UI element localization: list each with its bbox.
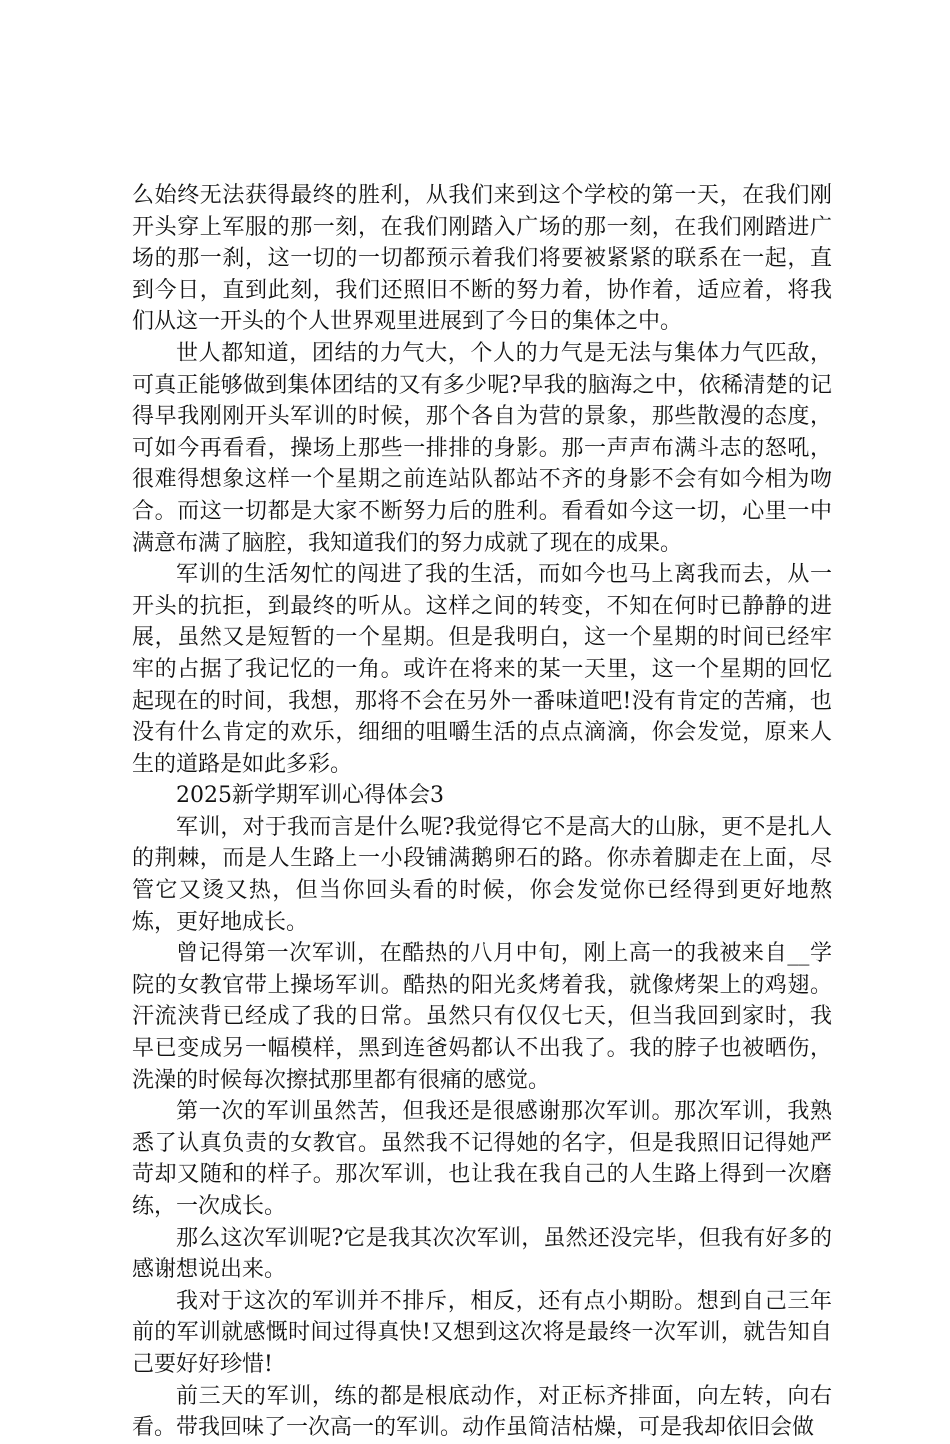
section-heading: 2025新学期军训心得体会3 xyxy=(176,783,444,809)
paragraph-2: 世人都知道，团结的力气大，个人的力气是无法与集体力气匹敌，可真正能够做到集体团结的又有多少呢?早我的脑海之中，依稀清楚的记得早我刚刚开头军训的时候，那个各自为营的景象，那些散漫的态度，可如今再看看，操场上那些一排排的身影。那一声声布满斗志的怒吼，很难得想象这样一个星期之前连站队都站不齐的身影不会有如今相为吻合。而这一切都是大家不断努力后的胜利。看看如今这一切，心里一中满意布满了脑腔，我知道我们的努力成就了现在的成果。 xyxy=(132,340,832,556)
document-body xyxy=(132,180,832,1444)
paragraph-8: 我对于这次的军训并不排斥，相反，还有点小期盼。想到自己三年前的军训就感慨时间过得真快!又想到这次将是最终一次军训，就告知自己要好好珍惜! xyxy=(132,1288,832,1377)
paragraph-5: 曾记得第一次军训，在酷热的八月中旬，刚上高一的我被来自__学院的女教官带上操场军训。酷热的阳光炙烤着我，就像烤架上的鸡翅。汗流浃背已经成了我的日常。虽然只有仅仅七天，但当我回到家时，我早已变成另一幅模样，黑到连爸妈都认不出我了。我的脖子也被晒伤，洗澡的时候每次擦拭那里都有很痛的感觉。 xyxy=(132,941,832,1093)
paragraph-7: 那么这次军训呢?它是我其次次军训，虽然还没完毕，但我有好多的感谢想说出来。 xyxy=(132,1225,832,1283)
paragraph-3: 军训的生活匆忙的闯进了我的生活，而如今也马上离我而去，从一开头的抗拒，到最终的听从。这样之间的转变，不知在何时已静静的进展，虽然又是短暂的一个星期。但是我明白，这一个星期的时间已经牢牢的占据了我记忆的一角。或许在将来的某一天里，这一个星期的回忆起现在的时间，我想，那将不会在另外一番味道吧!没有肯定的苦痛，也没有什么肯定的欢乐，细细的咀嚼生活的点点滴滴，你会发觉，原来人生的道路是如此多彩。 xyxy=(132,562,832,777)
paragraph-1: 么始终无法获得最终的胜利，从我们来到这个学校的第一天，在我们刚开头穿上军服的那一刻，在我们刚踏入广场的那一刻，在我们刚踏进广场的那一刹，这一切的一切都预示着我们将要被紧紧的联系在一起，直到今日，直到此刻，我们还照旧不断的努力着，协作着，适应着，将我们从这一开头的个人世界观里进展到了今日的集体之中。 xyxy=(132,183,832,335)
paragraph-9: 前三天的军训，练的都是根底动作，对正标齐排面，向左转，向右看。带我回味了一次高一的军训。动作虽简洁枯燥，可是我却依旧会做 xyxy=(132,1383,832,1441)
paragraph-6: 第一次的军训虽然苦，但我还是很感谢那次军训。那次军训，我熟悉了认真负责的女教官。虽然我不记得她的名字，但是我照旧记得她严苛却又随和的样子。那次军训，也让我在我自己的人生路上得到一次磨练，一次成长。 xyxy=(132,1099,832,1219)
paragraph-4: 军训，对于我而言是什么呢?我觉得它不是高大的山脉，更不是扎人的荆棘，而是人生路上一小段铺满鹅卵石的路。你赤着脚走在上面，尽管它又烫又热，但当你回头看的时候，你会发觉你已经得到更好地熬炼，更好地成长。 xyxy=(132,814,832,935)
